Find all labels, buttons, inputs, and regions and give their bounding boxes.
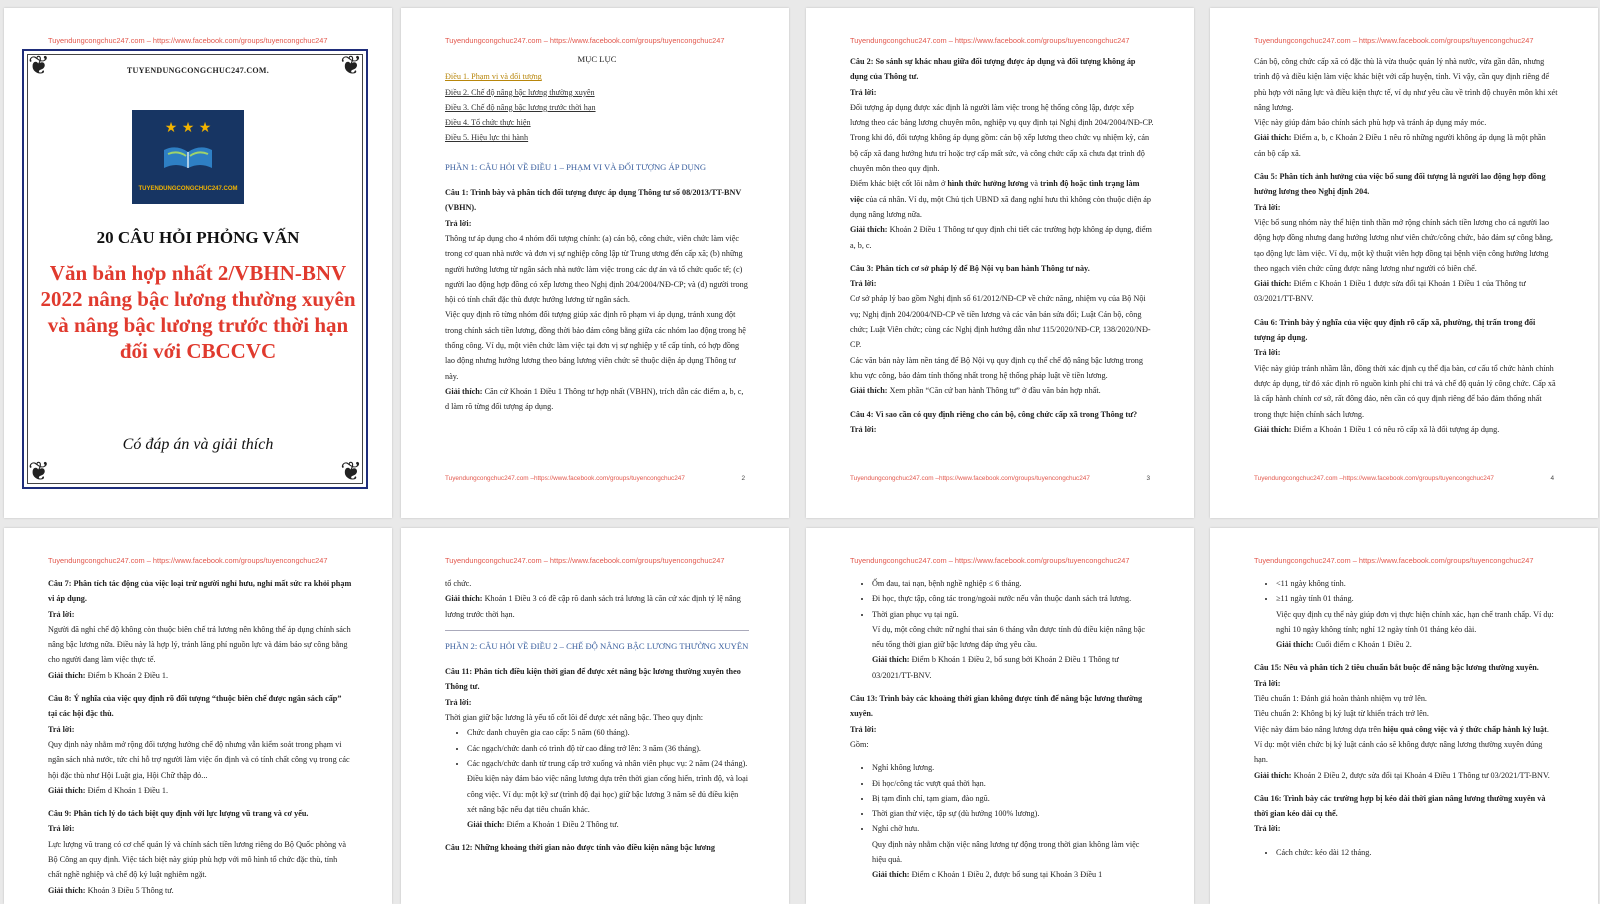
answer-label: Trả lời: (48, 724, 75, 734)
cover-site: TUYENDUNGCONGCHUC247.COM. (126, 66, 270, 75)
list-item: • Bị tạm đình chỉ, tạm giam, đào ngũ. (872, 791, 1154, 806)
explain-label: Giải thích: (1254, 279, 1292, 289)
ornament-icon: ❦ (340, 51, 362, 81)
page-footer (850, 475, 1150, 482)
text-bold: trình độ hoặc tình trạng làm việc (850, 179, 1140, 204)
page-body (850, 576, 1154, 883)
explanation (1254, 768, 1558, 783)
question: Câu 13: Trình bày các khoảng thời gian không được tính để nâng bậc lương thường xuyên. (850, 694, 1143, 719)
page-body (850, 54, 1154, 437)
answer-label: Trả lời: (850, 87, 877, 97)
page-2 (401, 8, 789, 518)
explain-label: Giải thích: (48, 785, 86, 795)
question: Câu 1: Trình bày và phân tích đối tượng được áp dụng Thông tư số 08/2013/TT-BNV (VBHN). (445, 188, 742, 213)
page-header: Tuyendungcongchuc247.com – https://www.facebook.com/groups/tuyencongchuc247 (850, 36, 1130, 45)
footer-text: Tuyendungcongchuc247.com –https://www.facebook.com/groups/tuyencongchuc247 (850, 475, 1090, 482)
answer-label: Trả lời: (1254, 348, 1281, 358)
page-header: Tuyendungcongchuc247.com – https://www.facebook.com/groups/tuyencongchuc247 (1254, 556, 1534, 565)
site-logo (132, 110, 244, 204)
answer-text: Người đã nghỉ chế độ không còn thuộc biên chế trả lương nên không thể áp dụng chính sách nâng bậc lương nữa. Điều này là hợp lý, tránh lãng phí nguồn lực và đảm bảo sự công bằng cho người đang làm việc thực tế. (48, 624, 351, 665)
answer-label: Trả lời: (445, 218, 472, 228)
question: Câu 8: Ý nghĩa của việc quy định rõ đối tượng “thuộc biên chế được ngân sách cấp” tại các hội đặc thù. (48, 694, 342, 719)
page-number: 2 (741, 475, 745, 482)
answer-text: Ví dụ, một công chức nữ nghỉ thai sản 6 tháng vẫn được tính đủ điều kiện nâng bậc nếu tổng thời gian giữ bậc lương đáp ứng yêu cầu. (872, 624, 1145, 650)
explanation (1254, 276, 1558, 307)
section-heading: PHẦN 1: CÂU HỎI VỀ ĐIỀU 1 – PHẠM VI VÀ ĐỐI TƯỢNG ÁP DỤNG (445, 161, 707, 172)
list-item: • Nghỉ chờ hưu. (872, 821, 1154, 836)
answer-text: Việc quy định cụ thể này giúp đơn vị thực hiện chính xác, hạn chế tranh chấp. Ví dụ: nghỉ 10 ngày không tính; nghỉ 12 ngày tính 01 tháng kéo dài. (1276, 609, 1554, 634)
answer-label: Trả lời: (850, 424, 877, 434)
explanation (445, 384, 749, 415)
toc-link[interactable]: Điều 1. Phạm vi và đối tượng (445, 72, 542, 82)
explain-label: Giải thích: (467, 820, 505, 830)
page-5 (4, 528, 392, 904)
page-body (1254, 54, 1558, 437)
explain-label: Giải thích: (872, 870, 910, 880)
answer-text: Việc này giúp đảm bảo chính sách phù hợp và tránh áp dụng máy móc. (1254, 118, 1487, 128)
answer-text: Thời gian giữ bậc lương là yếu tố cốt lõi để được xét nâng bậc. Theo quy định: (445, 713, 704, 723)
answer-text: Điều kiện này đảm bảo việc nâng lương dựa trên thời gian cống hiến, trình độ, và loại công việc. Ví dụ: một kỹ sư (trình độ đại học) giữ bậc lương 3 năm sẽ đủ điều kiện xét nâng bậc nếu đạt tiêu chuẩn khác. (467, 774, 749, 814)
book-icon (162, 144, 214, 170)
answer-text: Cơ sở pháp lý bao gồm Nghị định số 61/2012/NĐ-CP về chức năng, nhiệm vụ của Bộ Nội vụ; Nghị định 204/2004/NĐ-CP về tiền lương và các văn bản sửa đổi; Luật Cán bộ, công chức; Luật Viên chức; cùng các Nghị định hướng dẫn như 115/2020/NĐ-CP, 138/2020/NĐ-CP. (850, 294, 1151, 350)
text: Điểm khác biệt cốt lõi nằm ở (850, 179, 948, 189)
footer-text: Tuyendungcongchuc247.com –https://www.facebook.com/groups/tuyencongchuc247 (1254, 475, 1494, 482)
answer-label: Trả lời: (48, 824, 75, 834)
list-item: • Chức danh chuyên gia cao cấp: 5 năm (60 tháng). (467, 725, 749, 740)
answer-label: Trả lời: (1254, 678, 1281, 688)
explain-text: Khoản 2 Điều 1 Thông tư quy định chi tiết các trường hợp không áp dụng, điểm a, b, c. (850, 225, 1152, 250)
question: Câu 11: Phân tích điều kiện thời gian để được xét nâng bậc lương thường xuyên theo Thông tư. (445, 667, 741, 692)
answer-label: Trả lời: (1254, 202, 1281, 212)
toc-title: MỤC LỤC (577, 54, 617, 64)
list-item: • Thời gian thử việc, tập sự (dù hưởng 100% lương). (872, 806, 1154, 821)
explain-text: Điểm b Khoản 2 Điều 1. (87, 670, 169, 680)
ornament-icon: ❦ (340, 457, 362, 487)
explain-text: Điểm c Khoản 1 Điều 2, được bổ sung tại Khoản 3 Điều 1 (911, 870, 1103, 880)
bullet-list (1254, 845, 1558, 860)
explanation (1254, 422, 1558, 437)
answer-label: Trả lời: (1254, 824, 1281, 834)
page-footer (1254, 475, 1554, 482)
explanation (445, 817, 749, 832)
explain-label: Giải thích: (48, 670, 86, 680)
page-4 (1210, 8, 1598, 518)
toc-link[interactable]: Điều 5. Hiệu lực thi hành (445, 133, 529, 143)
explain-label: Giải thích: (850, 225, 888, 235)
list-item: • Cách chức: kéo dài 12 tháng. (1276, 845, 1558, 860)
explain-text: Khoản 2 Điều 2, được sửa đổi tại Khoản 4 Điều 1 Thông tư 03/2021/TT-BNV. (1293, 770, 1550, 780)
answer-text: Quy định này nhằm mở rộng đối tượng hưởng chế độ nhưng vẫn kiểm soát trong phạm vi ngân sách nhà nước, tức chỉ hỗ trợ người làm việc ổn định và có tính chất công vụ trong các hội đặc thù như Hội Luật gia, Hội Chữ thập đỏ... (48, 739, 350, 780)
answer-text (850, 176, 1154, 222)
section-divider (445, 630, 749, 631)
list-item: • Nghỉ không lương. (872, 760, 1154, 775)
answer-text: Việc bổ sung nhóm này thể hiện tinh thần mở rộng chính sách tiền lương cho cả người lao động hợp đồng nhưng đang hưởng lương như viên chức/công chức, bảo đảm sự công bằng, tạo động lực làm việc. Ví dụ, một kỹ thuật viên hợp đồng tại bệnh viện công hưởng lương theo ngạch viên chức cũng được nâng lương như người có biên chế. (1254, 217, 1553, 273)
list-item: • Ốm đau, tai nạn, bệnh nghề nghiệp ≤ 6 tháng. (872, 576, 1154, 591)
explain-text: Điểm b Khoản 1 Điều 2, bổ sung bởi Khoản 2 Điều 1 Thông tư 03/2021/TT-BNV. (872, 655, 1119, 680)
page-body (445, 52, 749, 415)
explain-label: Giải thích: (872, 655, 910, 665)
page-body (1254, 576, 1558, 860)
list-item: • Đi học, thực tập, công tác trong/ngoài nước nếu vẫn thuộc danh sách trả lương. (872, 591, 1154, 606)
answer-text: Cán bộ, công chức cấp xã có đặc thù là vừa thuộc quản lý nhà nước, vừa gần dân, nhưng trình độ và điều kiện làm việc khác biệt với cấp huyện, tỉnh. Vì vậy, cần quy định riêng để phù hợp với năng lực và điều kiện thực tế, ví dụ như yêu cầu về trình độ chuyên môn khi xét nâng lương. (1254, 57, 1558, 112)
answer-text: Việc này giúp tránh nhầm lẫn, đồng thời xác định cụ thể địa bàn, cơ cấu tổ chức hành chính được áp dụng, từ đó xác định rõ nguồn kinh phí chi trả và chế độ quản lý công chức. Cấp xã là cấp hành chính cơ sở, rất đông đảo, nên cần có quy định riêng để bảo đảm thống nhất trong thực hiện chính sách lương. (1254, 363, 1556, 419)
page-header: Tuyendungcongchuc247.com – https://www.facebook.com/groups/tuyencongchuc247 (48, 556, 328, 565)
text: . Ví dụ: một viên chức bị kỷ luật cảnh cáo sẽ không được nâng lương thường xuyên đúng hạn. (1254, 724, 1549, 765)
page-cover (4, 8, 392, 518)
bullet-list (850, 576, 1154, 622)
page-header: Tuyendungcongchuc247.com – https://www.facebook.com/groups/tuyencongchuc247 (850, 556, 1130, 565)
answer-text: tổ chức. (445, 579, 472, 588)
explanation (850, 867, 1154, 882)
page-7 (806, 528, 1194, 904)
answer-text: Đối tượng áp dụng được xác định là người làm việc trong hệ thống công lập, được xếp lương theo các bảng lương chuyên môn, nghiệp vụ quy định tại Nghị định 204/2004/NĐ-CP. Trong khi đó, đối tượng không áp dụng gồm: cán bộ xếp lương theo chức vụ nhiệm kỳ, cán bộ cấp xã đang hưởng hưu trí hoặc trợ cấp mất sức, và công chức cấp xã chưa đạt trình độ chuyên môn theo quy định. (850, 102, 1154, 174)
explain-text: Xem phần “Căn cứ ban hành Thông tư” ở đầu văn bản hợp nhất. (889, 386, 1101, 396)
explain-text: Cuối điểm c Khoản 1 Điều 2. (1315, 640, 1412, 650)
footer-text: Tuyendungcongchuc247.com –https://www.facebook.com/groups/tuyencongchuc247 (445, 475, 685, 482)
page-header: Tuyendungcongchuc247.com – https://www.facebook.com/groups/tuyencongchuc247 (445, 556, 725, 565)
answer-text: Gồm: (850, 739, 869, 749)
explain-text: Khoản 3 Điều 5 Thông tư. (87, 885, 174, 895)
bullet-list (445, 725, 749, 771)
bullet-list (1254, 576, 1558, 607)
explanation (48, 883, 352, 898)
explain-label: Giải thích: (1254, 770, 1292, 780)
text-bold: hiệu quả công việc và ý thức chấp hành kỷ luật (1383, 724, 1547, 734)
question: Câu 6: Trình bày ý nghĩa của việc quy định rõ cấp xã, phường, thị trấn trong đối tượng áp dụng. (1254, 317, 1536, 343)
answer-text: Tiêu chuẩn 1: Đánh giá hoàn thành nhiệm vụ trở lên. (1254, 694, 1427, 704)
answer-text (1254, 722, 1558, 768)
explain-label: Giải thích: (445, 386, 483, 396)
explanation (48, 783, 352, 798)
question: Câu 3: Phân tích cơ sở pháp lý để Bộ Nội vụ ban hành Thông tư này. (850, 263, 1090, 273)
explain-label: Giải thích: (48, 885, 86, 895)
text-bold: hình thức hưởng lương (947, 179, 1029, 189)
list-item: • Đi học/công tác vượt quá thời hạn. (872, 776, 1154, 791)
page-header: Tuyendungcongchuc247.com – https://www.facebook.com/groups/tuyencongchuc247 (1254, 36, 1534, 45)
explain-text: Điểm a Khoản 1 Điều 2 Thông tư. (506, 820, 619, 830)
page-body (48, 576, 352, 898)
explain-label: Giải thích: (1276, 640, 1314, 650)
answer-text: Việc quy định rõ từng nhóm đối tượng giúp xác định rõ phạm vi áp dụng, tránh xung đột trong chính sách tiền lương, đồng thời bảo đảm công bằng giữa các nhóm lao động trong hệ thống công. Ví dụ, một viên chức làm việc tại đơn vị sự nghiệp y tế cấp tỉnh, có hợp đồng lao động nhưng hưởng lương theo bảng lương viên chức sẽ thuộc diện áp dụng Thông tư này. (445, 310, 746, 381)
answer-text: Tiêu chuẩn 2: Không bị kỷ luật từ khiển trách trở lên. (1254, 709, 1429, 719)
explain-label: Giải thích: (445, 594, 483, 604)
explain-label: Giải thích: (850, 386, 888, 396)
answer-label: Trả lời: (445, 697, 472, 707)
explain-text: Điểm c Khoản 1 Điều 1 được sửa đổi tại Khoản 1 Điều 1 của Thông tư 03/2021/TT-BNV. (1254, 279, 1526, 304)
explain-label: Giải thích: (1254, 133, 1292, 143)
question: Câu 2: So sánh sự khác nhau giữa đối tượng được áp dụng và đối tượng không áp dụng của Thông tư. (850, 57, 1136, 82)
question: Câu 15: Nêu và phân tích 2 tiêu chuẩn bắt buộc để nâng bậc lương thường xuyên. (1254, 663, 1539, 673)
logo-text: TUYENDUNGCONGCHUC247.COM (138, 186, 238, 192)
list-item: • <11 ngày không tính. (1276, 576, 1558, 591)
explain-text: Khoản 1 Điều 3 có đề cập rõ danh sách trả lương là căn cứ xác định tỷ lệ nâng lương trước thời hạn. (445, 594, 741, 619)
page-number: 4 (1550, 475, 1554, 482)
question: Câu 16: Trình bày các trường hợp bị kéo dài thời gian nâng lương thường xuyên và thời gian kéo dài cụ thể. (1254, 793, 1546, 819)
page-footer (445, 475, 745, 482)
page-header: Tuyendungcongchuc247.com – https://www.facebook.com/groups/tuyencongchuc247 (48, 36, 328, 45)
text: Việc này đảm bảo nâng lương dựa trên (1254, 724, 1384, 734)
page-3 (806, 8, 1194, 518)
text: của cá nhân. Ví dụ, một Chủ tịch UBND xã đang nghỉ hưu thì không còn thuộc diện áp dụng nâng lương nữa. (850, 194, 1152, 219)
explain-text: Điểm d Khoản 1 Điều 1. (87, 785, 169, 795)
cover-tagline: Có đáp án và giải thích (122, 436, 274, 453)
section-heading: PHẦN 2: CÂU HỎI VỀ ĐIỀU 2 – CHẾ ĐỘ NÂNG BẬC LƯƠNG THƯỜNG XUYÊN (445, 640, 749, 651)
explanation (850, 383, 1154, 398)
question: Câu 4: Vì sao cần có quy định riêng cho cán bộ, công chức cấp xã trong Thông tư? (850, 409, 1138, 419)
list-item: • Thời gian phục vụ tại ngũ. (872, 607, 1154, 622)
toc-link[interactable]: Điều 2. Chế độ nâng bậc lương thường xuyên (445, 87, 595, 97)
answer-text: Thông tư áp dụng cho 4 nhóm đối tượng chính: (a) cán bộ, công chức, viên chức làm việc trong cơ quan nhà nước và đơn vị sự nghiệp công lập từ Trung ương đến cấp xã; (b) những người hưởng lương từ ngân sách nhà nước làm việc trong các dự án và tổ chức quốc tế; (c) người lao động hợp đồng có xếp lương theo Nghị định 204/2004/NĐ-CP; và (d) người trong hội có tính chất đặc thù được hưởng lương từ ngân sách. (445, 233, 748, 305)
answer-text: Các văn bản này làm nền tảng để Bộ Nội vụ quy định cụ thể chế độ nâng bậc lương trong khu vực công, bảo đảm tính thống nhất trong hệ thống pháp luật về tiền lương. (850, 355, 1143, 380)
list-item: • Các ngạch/chức danh từ trung cấp trở xuống và nhân viên phục vụ: 2 năm (24 tháng). (467, 756, 749, 771)
page-number: 3 (1146, 475, 1150, 482)
page-8 (1210, 528, 1598, 904)
explanation (445, 591, 749, 622)
ornament-icon: ❦ (28, 457, 50, 487)
cover-title: 20 CÂU HỎI PHỎNG VẤN (96, 228, 300, 247)
answer-text: Quy định này nhằm chặn việc nâng lương tự động trong thời gian không làm việc hiệu quả. (872, 839, 1140, 865)
page-6 (401, 528, 789, 904)
explain-text: Điểm a, b, c Khoản 2 Điều 1 nêu rõ những người không áp dụng là một phần cán bộ cấp xã. (1254, 133, 1546, 158)
text: và (1028, 179, 1041, 189)
bullet-list (850, 760, 1154, 836)
page-body (445, 576, 749, 856)
question: Câu 5: Phân tích ảnh hưởng của việc bổ sung đối tượng là người lao động hợp đồng hưởng lương theo Nghị định 204. (1254, 172, 1546, 197)
explanation (1254, 130, 1558, 161)
toc-link[interactable]: Điều 4. Tổ chức thực hiện (445, 118, 531, 128)
answer-label: Trả lời: (850, 724, 877, 734)
explanation (48, 668, 352, 683)
explain-label: Giải thích: (1254, 424, 1292, 434)
answer-label: Trả lời: (48, 609, 75, 619)
question: Câu 7: Phân tích tác động của việc loại trừ người nghỉ hưu, nghỉ mất sức ra khỏi phạm vi áp dụng. (48, 579, 352, 604)
explain-text: Căn cứ Khoản 1 Điều 1 Thông tư hợp nhất (VBHN), trích dẫn các điểm a, b, c, d làm rõ từng đối tượng áp dụng. (445, 386, 744, 412)
list-item: • Các ngạch/chức danh có trình độ từ cao đẳng trở lên: 3 năm (36 tháng). (467, 741, 749, 756)
cover-subtitle: Văn bản hợp nhất 2/VBHN-BNV 2022 nâng bậc lương thường xuyên và nâng bậc lương trước thời hạn đối với CBCCVC (40, 261, 356, 363)
ornament-icon: ❦ (28, 51, 50, 81)
toc-link[interactable]: Điều 3. Chế độ nâng bậc lương trước thời hạn (445, 102, 596, 112)
explanation (850, 222, 1154, 253)
table-of-contents (445, 69, 749, 145)
explanation (850, 652, 1154, 683)
list-item: • ≥11 ngày tính 01 tháng. (1276, 591, 1558, 606)
answer-label: Trả lời: (850, 279, 877, 289)
page-header: Tuyendungcongchuc247.com – https://www.facebook.com/groups/tuyencongchuc247 (445, 36, 725, 45)
answer-text: Lực lượng vũ trang có cơ chế quản lý và chính sách tiền lương riêng do Bộ Quốc phòng và Bộ Công an quy định. Việc tách biệt này giúp phù hợp với mô hình tổ chức đặc thù, tính chất nghề nghiệp và chế độ kỷ luật nghiêm ngặt. (48, 839, 347, 880)
stars-icon: ★ ★ ★ (164, 120, 212, 136)
explanation (1254, 637, 1558, 652)
question: Câu 9: Phân tích lý do tách biệt quy định với lực lượng vũ trang và cơ yếu. (48, 809, 309, 819)
explain-text: Điểm a Khoản 1 Điều 1 có nêu rõ cấp xã là đối tượng áp dụng. (1293, 424, 1500, 434)
question: Câu 12: Những khoảng thời gian nào được tính vào điều kiện nâng bậc lương (445, 843, 715, 853)
